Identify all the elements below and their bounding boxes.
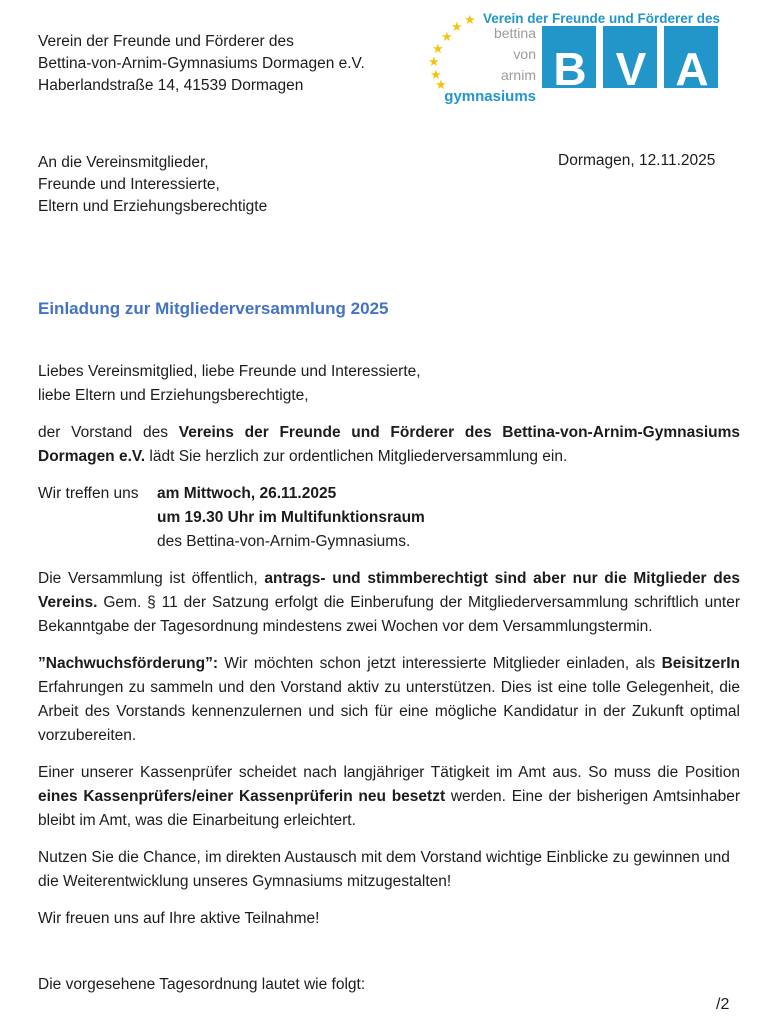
logo-tagline: Verein der Freunde und Förderer des	[482, 11, 720, 26]
school-name-gymnasiums: gymnasiums	[444, 88, 536, 105]
letter-body	[38, 360, 740, 1010]
school-name-line: von	[513, 46, 536, 62]
paragraph-agenda-intro: Die vorgesehene Tagesordnung lautet wie folgt:	[38, 976, 366, 993]
tile-letter: V	[615, 43, 645, 88]
recipient-block	[38, 152, 267, 218]
paragraph-intro: der Vorstand des Vereins der Freunde und Förderer des Bettina-von-Arnim-Gymnasiums Dormagen e.V. lädt Sie herzlich zur ordentlichen Mitgliederversammlung ein.	[38, 424, 740, 465]
salutation-line: liebe Eltern und Erziehungsberechtigte,	[38, 387, 309, 404]
school-name-line: arnim	[500, 67, 536, 83]
star-icon: ★	[441, 29, 453, 44]
sender-line: Haberlandstraße 14, 41539 Dormagen	[38, 77, 304, 94]
logo-school-name	[444, 23, 536, 107]
star-icon: ★	[464, 12, 476, 27]
club-logo	[428, 8, 720, 110]
recipient-line: An die Vereinsmitglieder,	[38, 154, 209, 171]
meeting-label: Wir treffen uns	[38, 485, 139, 502]
sender-line: Bettina-von-Arnim-Gymnasiums Dormagen e.V.	[38, 55, 365, 72]
paragraph-nachwuchs: ”Nachwuchsförderung”: Wir möchten schon jetzt interessierte Mitglieder einladen, als BeisitzerIn Erfahrungen zu sammeln und den Vorstand aktiv zu unterstützen. Dies ist eine tolle Gelegenheit, die Arbeit des Vorstands kennenzulernen und sich für eine mögliche Kandidatur in der Zukunft optimal vorzubereiten.	[38, 655, 740, 744]
tile-letter: B	[553, 43, 585, 88]
sender-line: Verein der Freunde und Förderer des	[38, 33, 294, 50]
page-number: /2	[716, 996, 730, 1013]
star-icon: ★	[451, 19, 463, 34]
sender-address	[38, 31, 365, 97]
paragraph-teilnahme: Wir freuen uns auf Ihre aktive Teilnahme!	[38, 910, 320, 927]
letter-date: Dormagen, 12.11.2025	[558, 152, 716, 169]
letter-tile-b	[542, 26, 596, 88]
logo-letter-tiles	[542, 26, 718, 88]
meeting-line: am Mittwoch, 26.11.2025	[157, 485, 337, 502]
school-name-line: bettina	[493, 25, 536, 41]
meeting-line: des Bettina-von-Arnim-Gymnasiums.	[157, 533, 411, 550]
star-icon: ★	[428, 54, 440, 69]
salutation-line: Liebes Vereinsmitglied, liebe Freunde und Interessierte,	[38, 363, 421, 380]
recipient-line: Freunde und Interessierte,	[38, 176, 220, 193]
meeting-details	[38, 482, 740, 554]
letter-heading: Einladung zur Mitgliederversammlung 2025	[38, 299, 389, 318]
salutation	[38, 360, 740, 408]
star-icon: ★	[435, 77, 447, 92]
star-icon: ★	[430, 67, 442, 82]
paragraph-chance: Nutzen Sie die Chance, im direkten Austausch mit dem Vorstand wichtige Einblicke zu gewinnen und die Weiterentwicklung unseres Gymnasiums mitzugestalten!	[38, 849, 730, 890]
letter-tile-a	[664, 26, 718, 88]
meeting-lines	[157, 482, 740, 554]
tile-letter: A	[675, 43, 707, 88]
star-icon: ★	[432, 41, 444, 56]
meeting-line: um 19.30 Uhr im Multifunktionsraum	[157, 509, 425, 526]
recipient-line: Eltern und Erziehungsberechtigte	[38, 198, 268, 215]
paragraph-assembly: Die Versammlung ist öffentlich, antrags- und stimmberechtigt sind aber nur die Mitglieder des Vereins. Gem. § 11 der Satzung erfolgt die Einberufung der Mitgliederversammlung schriftlich unter Bekanntgabe der Tagesordnung mindestens zwei Wochen vor dem Versammlungstermin.	[38, 570, 740, 635]
paragraph-kassenpruefer: Einer unserer Kassenprüfer scheidet nach langjähriger Tätigkeit im Amt aus. So muss die Position eines Kassenprüfers/einer Kassenprüferin neu besetzt werden. Eine der bisherigen Amtsinhaber bleibt im Amt, was die Einarbeitung erleichtert.	[38, 764, 740, 829]
letter-tile-v	[603, 26, 657, 88]
